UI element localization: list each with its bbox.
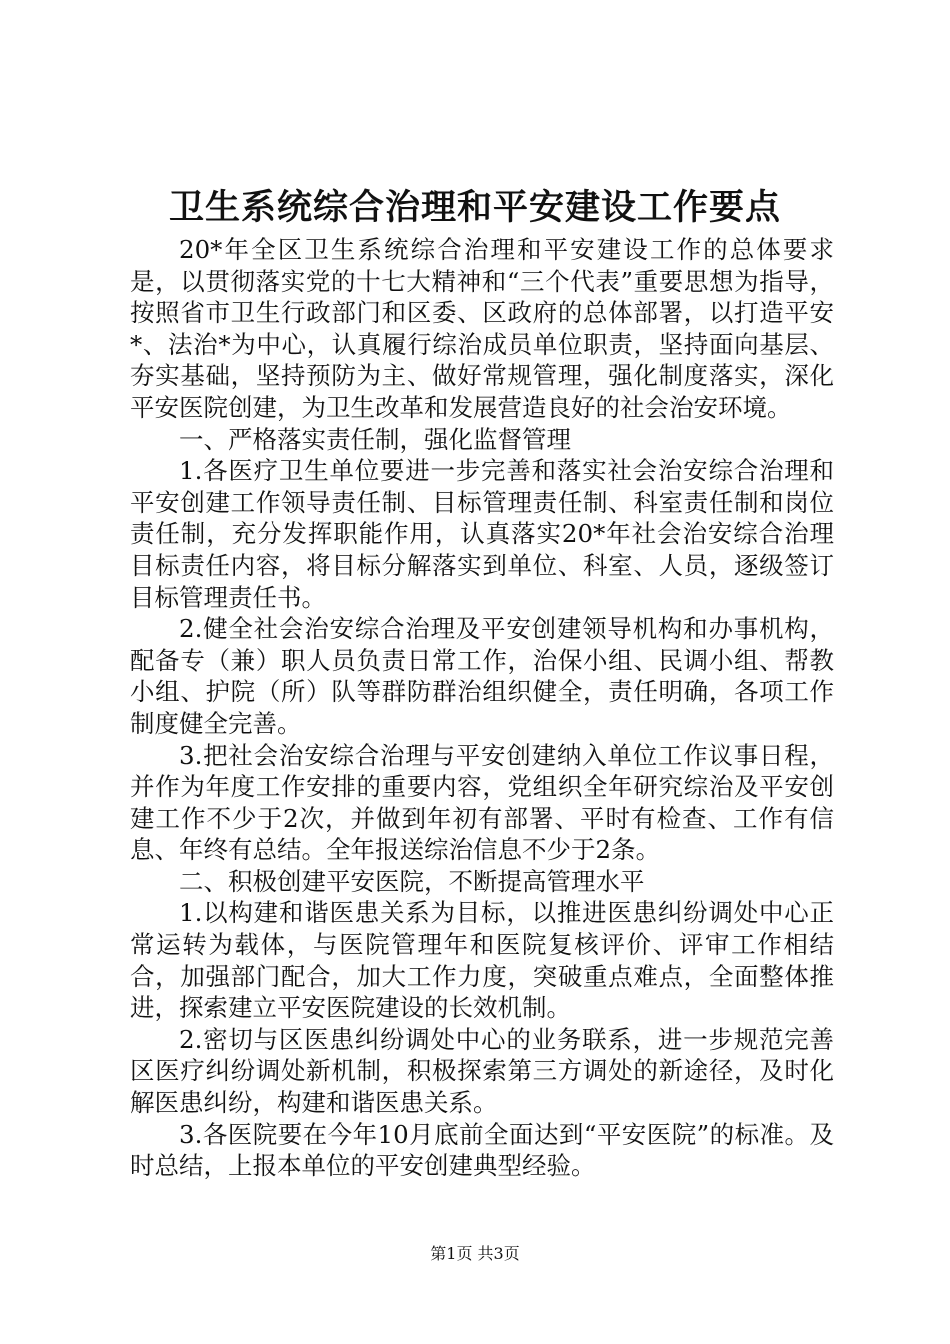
paragraph-1-3: 3.把社会治安综合治理与平安创建纳入单位工作议事日程，并作为年度工作安排的重要内容，党组织全年研究综治及平安创建工作不少于2次，并做到年初有部署、平时有检查、工作有信息、年终有总结。全年报送综治信息不少于2条。 (130, 740, 834, 865)
section-heading-2: 二、积极创建平安医院，不断提高管理水平 (179, 866, 645, 896)
document-body (130, 234, 834, 1182)
paragraph-intro: 20*年全区卫生系统综合治理和平安建设工作的总体要求是，以贯彻落实党的十七大精神和“三个代表”重要思想为指导，按照省市卫生行政部门和区委、区政府的总体部署，以打造平安*、法治*为中心，认真履行综治成员单位职责，坚持面向基层、夯实基础，坚持预防为主、做好常规管理，强化制度落实，深化平安医院创建，为卫生改革和发展营造良好的社会治安环境。 (130, 235, 834, 422)
paragraph-2-3: 3.各医院要在今年10月底前全面达到“平安医院”的标准。及时总结，上报本单位的平安创建典型经验。 (130, 1119, 834, 1181)
paragraph-1-2: 2.健全社会治安综合治理及平安创建领导机构和办事机构，配备专（兼）职人员负责日常工作，治保小组、民调小组、帮教小组、护院（所）队等群防群治组织健全，责任明确，各项工作制度健全完善。 (130, 614, 834, 738)
page-footer: 第1页 共3页 (430, 1244, 520, 1263)
section-heading-1: 一、严格落实责任制，强化监督管理 (179, 424, 571, 454)
paragraph-2-1: 1.以构建和谐医患关系为目标，以推进医患纠纷调处中心正常运转为载体，与医院管理年和医院复核评价、评审工作相结合，加强部门配合，加大工作力度，突破重点难点，全面整体推进，探索建立平安医院建设的长效机制。 (130, 898, 834, 1023)
paragraph-1-1: 1.各医疗卫生单位要进一步完善和落实社会治安综合治理和平安创建工作领导责任制、目标管理责任制、科室责任制和岗位责任制，充分发挥职能作用，认真落实20*年社会治安综合治理目标责任内容，将目标分解落实到单位、科室、人员，逐级签订目标管理责任书。 (130, 456, 834, 612)
document-title: 卫生系统综合治理和平安建设工作要点 (168, 187, 781, 228)
paragraph-2-2: 2.密切与区医患纠纷调处中心的业务联系，进一步规范完善区医疗纠纷调处新机制，积极探索第三方调处的新途径，及时化解医患纠纷，构建和谐医患关系。 (130, 1024, 834, 1118)
